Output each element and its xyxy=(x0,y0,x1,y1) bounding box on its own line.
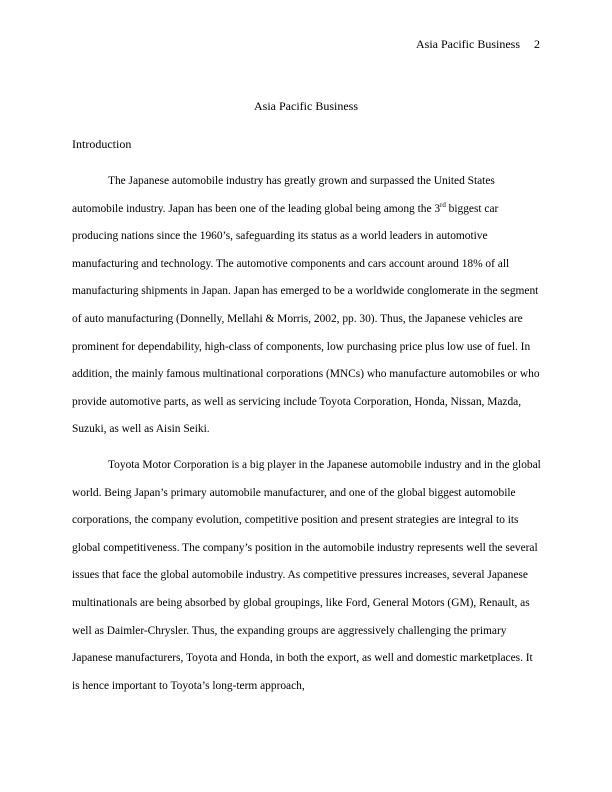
section-heading: Introduction xyxy=(72,137,132,151)
running-header-title: Asia Pacific Business xyxy=(416,37,520,51)
paragraph-1-text-b: biggest car producing nations since the 1960’s, safeguarding its status as a world leaders in automotive manufacturing and technology. The automotive components and cars account around 18% of all manufacturing shipments in Japan. Japan has emerged to be a worldwide conglomerate in the segment of auto manufacturing (Donnelly, Mellahi & Morris, 2002, pp. 30). Thus, the Japanese vehicles are prominent for dependability, high-class of components, low purchasing price plus low use of fuel. In addition, the mainly famous multinational corporations (MNCs) who manufacture automobiles or who provide automotive parts, as well as servicing include Toyota Corporation, Honda, Nissan, Mazda, Suzuki, as well as Aisin Seiki. xyxy=(72,202,540,436)
body-text xyxy=(72,168,541,700)
running-header xyxy=(416,37,540,52)
paragraph-2: Toyota Motor Corporation is a big player in the Japanese automobile industry and in the global world. Being Japan’s primary automobile manufacturer, and one of the global biggest automobile corporations, the company evolution, competitive position and present strategies are integral to its global competitiveness. The company’s position in the automobile industry represents well the several issues that face the global automobile industry. As competitive pressures increases, several Japanese multinationals are being absorbed by global groupings, like Ford, General Motors (GM), Renault, as well as Daimler-Chrysler. Thus, the expanding groups are aggressively challenging the primary Japanese manufacturers, Toyota and Honda, in both the export, as well and domestic marketplaces. It is hence important to Toyota’s long-term approach, xyxy=(72,458,541,692)
paragraph-1-text-a: The Japanese automobile industry has greatly grown and surpassed the United States automobile industry. Japan has been one of the leading global being among the 3 xyxy=(72,175,495,215)
ordinal-superscript: rd xyxy=(440,200,446,209)
document-title: Asia Pacific Business xyxy=(254,99,358,113)
page-number: 2 xyxy=(534,37,540,51)
paragraph-1 xyxy=(72,168,541,444)
